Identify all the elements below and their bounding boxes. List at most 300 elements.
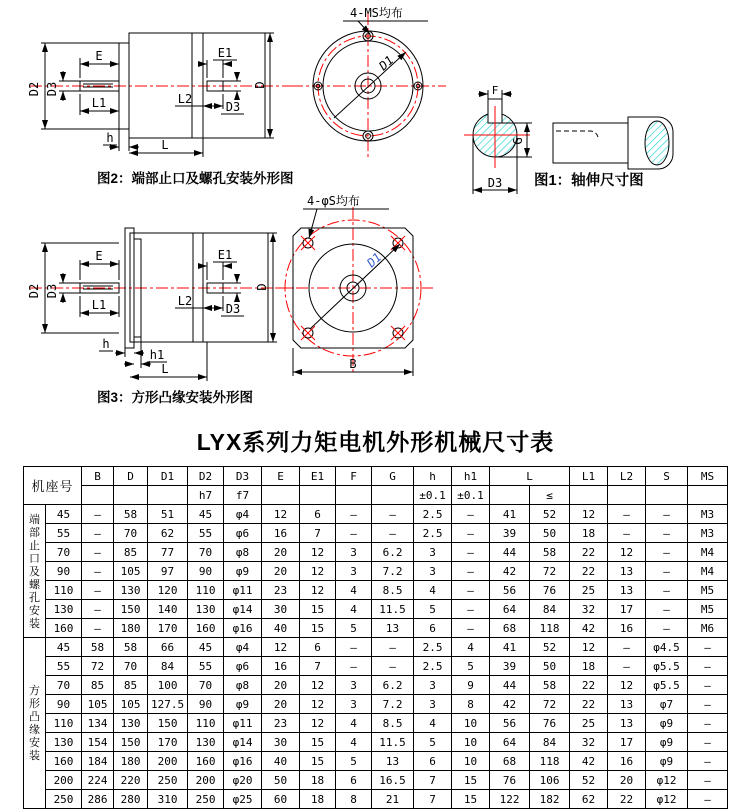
table-cell: – [82, 505, 114, 524]
table-cell: 12 [570, 638, 608, 657]
table-cell: 16 [262, 524, 300, 543]
table-body [24, 505, 728, 809]
table-cell: 15 [300, 733, 336, 752]
table-cell: 15 [452, 790, 490, 809]
table-cell: – [82, 562, 114, 581]
table-cell: 51 [148, 505, 188, 524]
figure-1-caption: 图1：轴伸尺寸图 [534, 173, 644, 189]
table-cell: – [688, 771, 728, 790]
table-cell: φ12 [646, 790, 688, 809]
table-cell: – [688, 638, 728, 657]
table-cell: φ14 [224, 600, 262, 619]
column-subheader: f7 [224, 486, 262, 505]
table-cell: 12 [300, 581, 336, 600]
fig1-cross-section [464, 84, 532, 194]
dim-label-f: F [491, 84, 499, 97]
fig2-side-view [27, 33, 295, 157]
dim-label-h: h [106, 131, 114, 145]
table-cell: 55 [46, 657, 82, 676]
dim-label-d3-left: D3 [45, 81, 59, 97]
page-title: LYX系列力矩电机外形机械尺寸表 [196, 429, 555, 455]
table-cell: 50 [262, 771, 300, 790]
dim-label-l2: L2 [177, 294, 193, 308]
table-cell: 39 [490, 657, 530, 676]
table-cell: 6 [300, 505, 336, 524]
table-cell: 160 [188, 619, 224, 638]
table-cell: 56 [490, 581, 530, 600]
table-cell: 2.5 [414, 524, 452, 543]
dim-label-h: h [102, 337, 110, 351]
table-cell: – [452, 562, 490, 581]
table-cell: – [82, 524, 114, 543]
table-cell: M4 [688, 543, 728, 562]
table-cell: 15 [300, 752, 336, 771]
figure-3-caption: 图3：方形凸缘安装外形图 [97, 390, 254, 405]
table-cell: 23 [262, 714, 300, 733]
table-cell: 41 [490, 505, 530, 524]
table-cell: M3 [688, 524, 728, 543]
table-cell: 7 [414, 790, 452, 809]
table-cell: 70 [114, 657, 148, 676]
figure-2-end-spigot-drawing [25, 3, 450, 195]
table-cell: φ20 [224, 771, 262, 790]
table-cell: 2.5 [414, 505, 452, 524]
table-cell: M5 [688, 600, 728, 619]
table-cell: 127.5 [148, 695, 188, 714]
table-cell: 4 [336, 581, 372, 600]
table-cell: 62 [570, 790, 608, 809]
table-cell: 286 [82, 790, 114, 809]
table-row [24, 562, 728, 581]
table-cell: 45 [46, 505, 82, 524]
table-cell: 41 [490, 638, 530, 657]
table-cell: 50 [530, 657, 570, 676]
dim-label-d3-left: D3 [45, 283, 59, 299]
table-cell: 10 [452, 733, 490, 752]
table-cell: 3 [336, 695, 372, 714]
column-header: h1 [452, 467, 490, 486]
table-cell: 11.5 [372, 733, 414, 752]
column-subheader: h7 [188, 486, 224, 505]
table-cell: 160 [46, 619, 82, 638]
table-cell: 62 [148, 524, 188, 543]
table-cell: φ5.5 [646, 657, 688, 676]
table-cell: 6 [414, 752, 452, 771]
fig3-side-view [27, 228, 295, 381]
table-cell: 17 [608, 733, 646, 752]
table-cell: 250 [46, 790, 82, 809]
table-cell: 184 [82, 752, 114, 771]
table-cell: 106 [530, 771, 570, 790]
table-cell: 52 [530, 505, 570, 524]
table-cell: 77 [148, 543, 188, 562]
table-cell: 85 [114, 676, 148, 695]
table-cell: 50 [530, 524, 570, 543]
table-cell: 130 [114, 581, 148, 600]
table-cell: 32 [570, 600, 608, 619]
table-cell: 30 [262, 733, 300, 752]
table-cell: 32 [570, 733, 608, 752]
table-cell: 22 [570, 543, 608, 562]
bolt-pattern-label: 4-MS均布 [350, 6, 403, 20]
table-cell: – [82, 581, 114, 600]
table-cell: 110 [46, 581, 82, 600]
table-cell: 45 [46, 638, 82, 657]
dim-label-l: L [161, 362, 169, 376]
table-cell: – [646, 581, 688, 600]
dimension-table-wrap [23, 466, 728, 809]
table-cell: 134 [82, 714, 114, 733]
table-row [24, 524, 728, 543]
column-subheader: ≤ [530, 486, 570, 505]
table-cell: 58 [530, 543, 570, 562]
table-cell: 8 [336, 790, 372, 809]
table-cell: M4 [688, 562, 728, 581]
dimension-table [23, 466, 728, 809]
table-cell: 13 [608, 581, 646, 600]
table-cell: 16 [608, 752, 646, 771]
table-cell: φ25 [224, 790, 262, 809]
column-subheader [262, 486, 300, 505]
table-cell: 130 [188, 733, 224, 752]
table-cell: 8.5 [372, 714, 414, 733]
table-cell: 12 [300, 562, 336, 581]
table-cell: 84 [530, 733, 570, 752]
table-cell: 2.5 [414, 657, 452, 676]
table-cell: 45 [188, 638, 224, 657]
column-header: D3 [224, 467, 262, 486]
table-row [24, 733, 728, 752]
column-subheader [300, 486, 336, 505]
table-cell: 180 [114, 752, 148, 771]
column-header: E [262, 467, 300, 486]
table-cell: 7 [414, 771, 452, 790]
table-cell: φ9 [646, 733, 688, 752]
table-cell: 39 [490, 524, 530, 543]
table-cell: 3 [414, 543, 452, 562]
dim-label-d1: D1 [364, 250, 385, 271]
table-cell: 5 [414, 600, 452, 619]
table-cell: 6 [300, 638, 336, 657]
table-cell: 150 [114, 600, 148, 619]
table-cell: φ6 [224, 657, 262, 676]
table-cell: 150 [114, 733, 148, 752]
table-cell: 22 [608, 790, 646, 809]
fig2-end-view [291, 5, 446, 159]
table-cell: – [608, 638, 646, 657]
table-cell: – [608, 657, 646, 676]
table-row [24, 581, 728, 600]
table-row [24, 790, 728, 809]
table-cell: – [452, 581, 490, 600]
table-cell: 105 [114, 562, 148, 581]
table-cell: 7 [300, 524, 336, 543]
dim-label-l1: L1 [91, 298, 107, 312]
dim-label-l: L [161, 138, 169, 152]
column-header: D1 [148, 467, 188, 486]
column-subheader [336, 486, 372, 505]
table-cell: 42 [570, 619, 608, 638]
table-row [24, 714, 728, 733]
table-cell: φ4.5 [646, 638, 688, 657]
table-cell: – [372, 657, 414, 676]
table-cell: 170 [148, 733, 188, 752]
table-cell: 182 [530, 790, 570, 809]
table-cell: 18 [300, 790, 336, 809]
table-cell: 10 [452, 752, 490, 771]
table-cell: 170 [148, 619, 188, 638]
table-cell: 72 [530, 695, 570, 714]
table-cell: 85 [114, 543, 148, 562]
column-header: MS [688, 467, 728, 486]
table-cell: 118 [530, 619, 570, 638]
table-cell: 70 [46, 676, 82, 695]
figure-1-shaft-drawing [450, 84, 751, 215]
table-cell: 25 [570, 581, 608, 600]
table-cell: 22 [570, 562, 608, 581]
table-cell: 18 [300, 771, 336, 790]
table-row [24, 752, 728, 771]
table-cell: 55 [188, 524, 224, 543]
table-cell: φ11 [224, 581, 262, 600]
table-cell: 200 [188, 771, 224, 790]
table-cell: – [646, 524, 688, 543]
table-cell: 3 [414, 695, 452, 714]
column-subheader [372, 486, 414, 505]
table-cell: φ4 [224, 638, 262, 657]
dim-label-e1: E1 [217, 248, 233, 262]
table-cell: – [688, 752, 728, 771]
table-cell: 72 [530, 562, 570, 581]
table-cell: 5 [414, 733, 452, 752]
dim-label-d1: D1 [376, 52, 397, 74]
mounting-group-label: 端部止口及螺孔安装 [24, 505, 46, 638]
column-subheader [570, 486, 608, 505]
dim-label-d3-right: D3 [225, 100, 241, 114]
table-cell: φ9 [646, 752, 688, 771]
table-cell: 90 [188, 562, 224, 581]
column-subheader [148, 486, 188, 505]
table-cell: φ9 [646, 714, 688, 733]
table-cell: 7.2 [372, 695, 414, 714]
table-cell: φ7 [646, 695, 688, 714]
table-cell: 85 [82, 676, 114, 695]
table-cell: 200 [148, 752, 188, 771]
table-cell: – [336, 524, 372, 543]
table-cell: 18 [570, 657, 608, 676]
table-cell: M5 [688, 581, 728, 600]
table-cell: 12 [262, 505, 300, 524]
table-row [24, 505, 728, 524]
table-cell: 15 [452, 771, 490, 790]
table-cell: 13 [608, 695, 646, 714]
table-cell: 3 [336, 562, 372, 581]
table-cell: 280 [114, 790, 148, 809]
table-cell: 42 [490, 562, 530, 581]
table-cell: 90 [46, 695, 82, 714]
table-cell: 40 [262, 619, 300, 638]
column-header: L [490, 467, 570, 486]
table-cell: 22 [570, 695, 608, 714]
column-subheader: ±0.1 [414, 486, 452, 505]
table-cell: 160 [188, 752, 224, 771]
dim-label-e: E [95, 249, 103, 263]
table-cell: 4 [414, 714, 452, 733]
table-cell: 70 [188, 676, 224, 695]
table-cell: – [688, 676, 728, 695]
table-cell: φ8 [224, 676, 262, 695]
dim-label-d: D [253, 81, 267, 89]
table-cell: 110 [46, 714, 82, 733]
table-cell: 97 [148, 562, 188, 581]
table-cell: – [688, 733, 728, 752]
table-cell: 12 [300, 695, 336, 714]
table-cell: – [646, 600, 688, 619]
table-cell: φ9 [224, 695, 262, 714]
table-cell: φ16 [224, 752, 262, 771]
table-cell: 60 [262, 790, 300, 809]
table-cell: 90 [188, 695, 224, 714]
column-subheader [688, 486, 728, 505]
table-cell: 45 [188, 505, 224, 524]
table-cell: – [646, 543, 688, 562]
table-cell: 84 [530, 600, 570, 619]
table-cell: 15 [300, 600, 336, 619]
table-cell: 22 [570, 676, 608, 695]
column-subheader [82, 486, 114, 505]
table-cell: 20 [608, 771, 646, 790]
table-cell: 200 [46, 771, 82, 790]
column-header: F [336, 467, 372, 486]
column-header: B [82, 467, 114, 486]
table-cell: 12 [608, 676, 646, 695]
table-cell: 110 [188, 714, 224, 733]
table-cell: 64 [490, 733, 530, 752]
table-cell: 68 [490, 752, 530, 771]
table-cell: 20 [262, 562, 300, 581]
table-cell: – [452, 600, 490, 619]
table-cell: 30 [262, 600, 300, 619]
table-cell: 66 [148, 638, 188, 657]
table-cell: – [688, 790, 728, 809]
table-cell: 12 [608, 543, 646, 562]
column-header: D2 [188, 467, 224, 486]
table-cell: – [646, 505, 688, 524]
table-row [24, 543, 728, 562]
table-cell: 6.2 [372, 676, 414, 695]
column-subheader [608, 486, 646, 505]
table-cell: – [688, 714, 728, 733]
table-row [24, 676, 728, 695]
table-cell: 20 [262, 543, 300, 562]
table-cell: 13 [608, 714, 646, 733]
table-cell: φ9 [224, 562, 262, 581]
table-head [24, 467, 728, 505]
table-row [24, 695, 728, 714]
table-cell: 7 [300, 657, 336, 676]
table-cell: 20 [262, 695, 300, 714]
table-cell: φ4 [224, 505, 262, 524]
table-cell: – [608, 505, 646, 524]
table-cell: 68 [490, 619, 530, 638]
break-section [645, 121, 669, 165]
table-cell: 76 [530, 581, 570, 600]
table-cell: 3 [336, 543, 372, 562]
table-cell: 55 [46, 524, 82, 543]
table-cell: 105 [82, 695, 114, 714]
dim-label-d: D [255, 283, 269, 291]
table-cell: 4 [336, 714, 372, 733]
table-cell: 42 [570, 752, 608, 771]
table-cell: 23 [262, 581, 300, 600]
table-cell: – [646, 619, 688, 638]
table-cell: – [372, 638, 414, 657]
column-header: D [114, 467, 148, 486]
table-cell: – [82, 619, 114, 638]
table-cell: 3 [414, 676, 452, 695]
table-cell: – [372, 505, 414, 524]
table-cell: φ11 [224, 714, 262, 733]
table-cell: – [336, 638, 372, 657]
corner-header: 机座号 [24, 467, 82, 505]
table-cell: 16 [608, 619, 646, 638]
table-cell: 64 [490, 600, 530, 619]
table-row [24, 771, 728, 790]
table-cell: 58 [114, 505, 148, 524]
table-cell: 20 [262, 676, 300, 695]
column-subheader [114, 486, 148, 505]
dim-label-b: B [349, 357, 357, 371]
table-cell: 154 [82, 733, 114, 752]
table-cell: – [82, 543, 114, 562]
table-cell: 110 [188, 581, 224, 600]
table-cell: – [372, 524, 414, 543]
table-cell: 140 [148, 600, 188, 619]
figure-2-caption: 图2：端部止口及螺孔安装外形图 [97, 171, 294, 186]
table-cell: φ8 [224, 543, 262, 562]
table-cell: 13 [372, 752, 414, 771]
table-cell: 12 [300, 676, 336, 695]
dim-label-e1: E1 [217, 46, 233, 60]
table-cell: 5 [336, 619, 372, 638]
table-cell: 12 [300, 543, 336, 562]
column-header: L2 [608, 467, 646, 486]
table-cell: 70 [188, 543, 224, 562]
table-cell: 105 [114, 695, 148, 714]
table-cell: 6.2 [372, 543, 414, 562]
table-cell: 118 [530, 752, 570, 771]
table-cell: – [452, 619, 490, 638]
table-cell: 224 [82, 771, 114, 790]
table-cell: 2.5 [414, 638, 452, 657]
dim-label-e: E [95, 49, 103, 63]
table-cell: – [452, 543, 490, 562]
figure-3-square-flange-drawing [25, 195, 450, 413]
table-cell: – [688, 695, 728, 714]
table-cell: φ14 [224, 733, 262, 752]
column-header: E1 [300, 467, 336, 486]
table-cell: 12 [300, 714, 336, 733]
dim-label-l2: L2 [177, 92, 193, 106]
table-cell: 17 [608, 600, 646, 619]
column-subheader: ±0.1 [452, 486, 490, 505]
table-cell: 122 [490, 790, 530, 809]
table-cell: 58 [114, 638, 148, 657]
table-cell: φ16 [224, 619, 262, 638]
column-header: G [372, 467, 414, 486]
table-cell: 250 [148, 771, 188, 790]
table-cell: 11.5 [372, 600, 414, 619]
